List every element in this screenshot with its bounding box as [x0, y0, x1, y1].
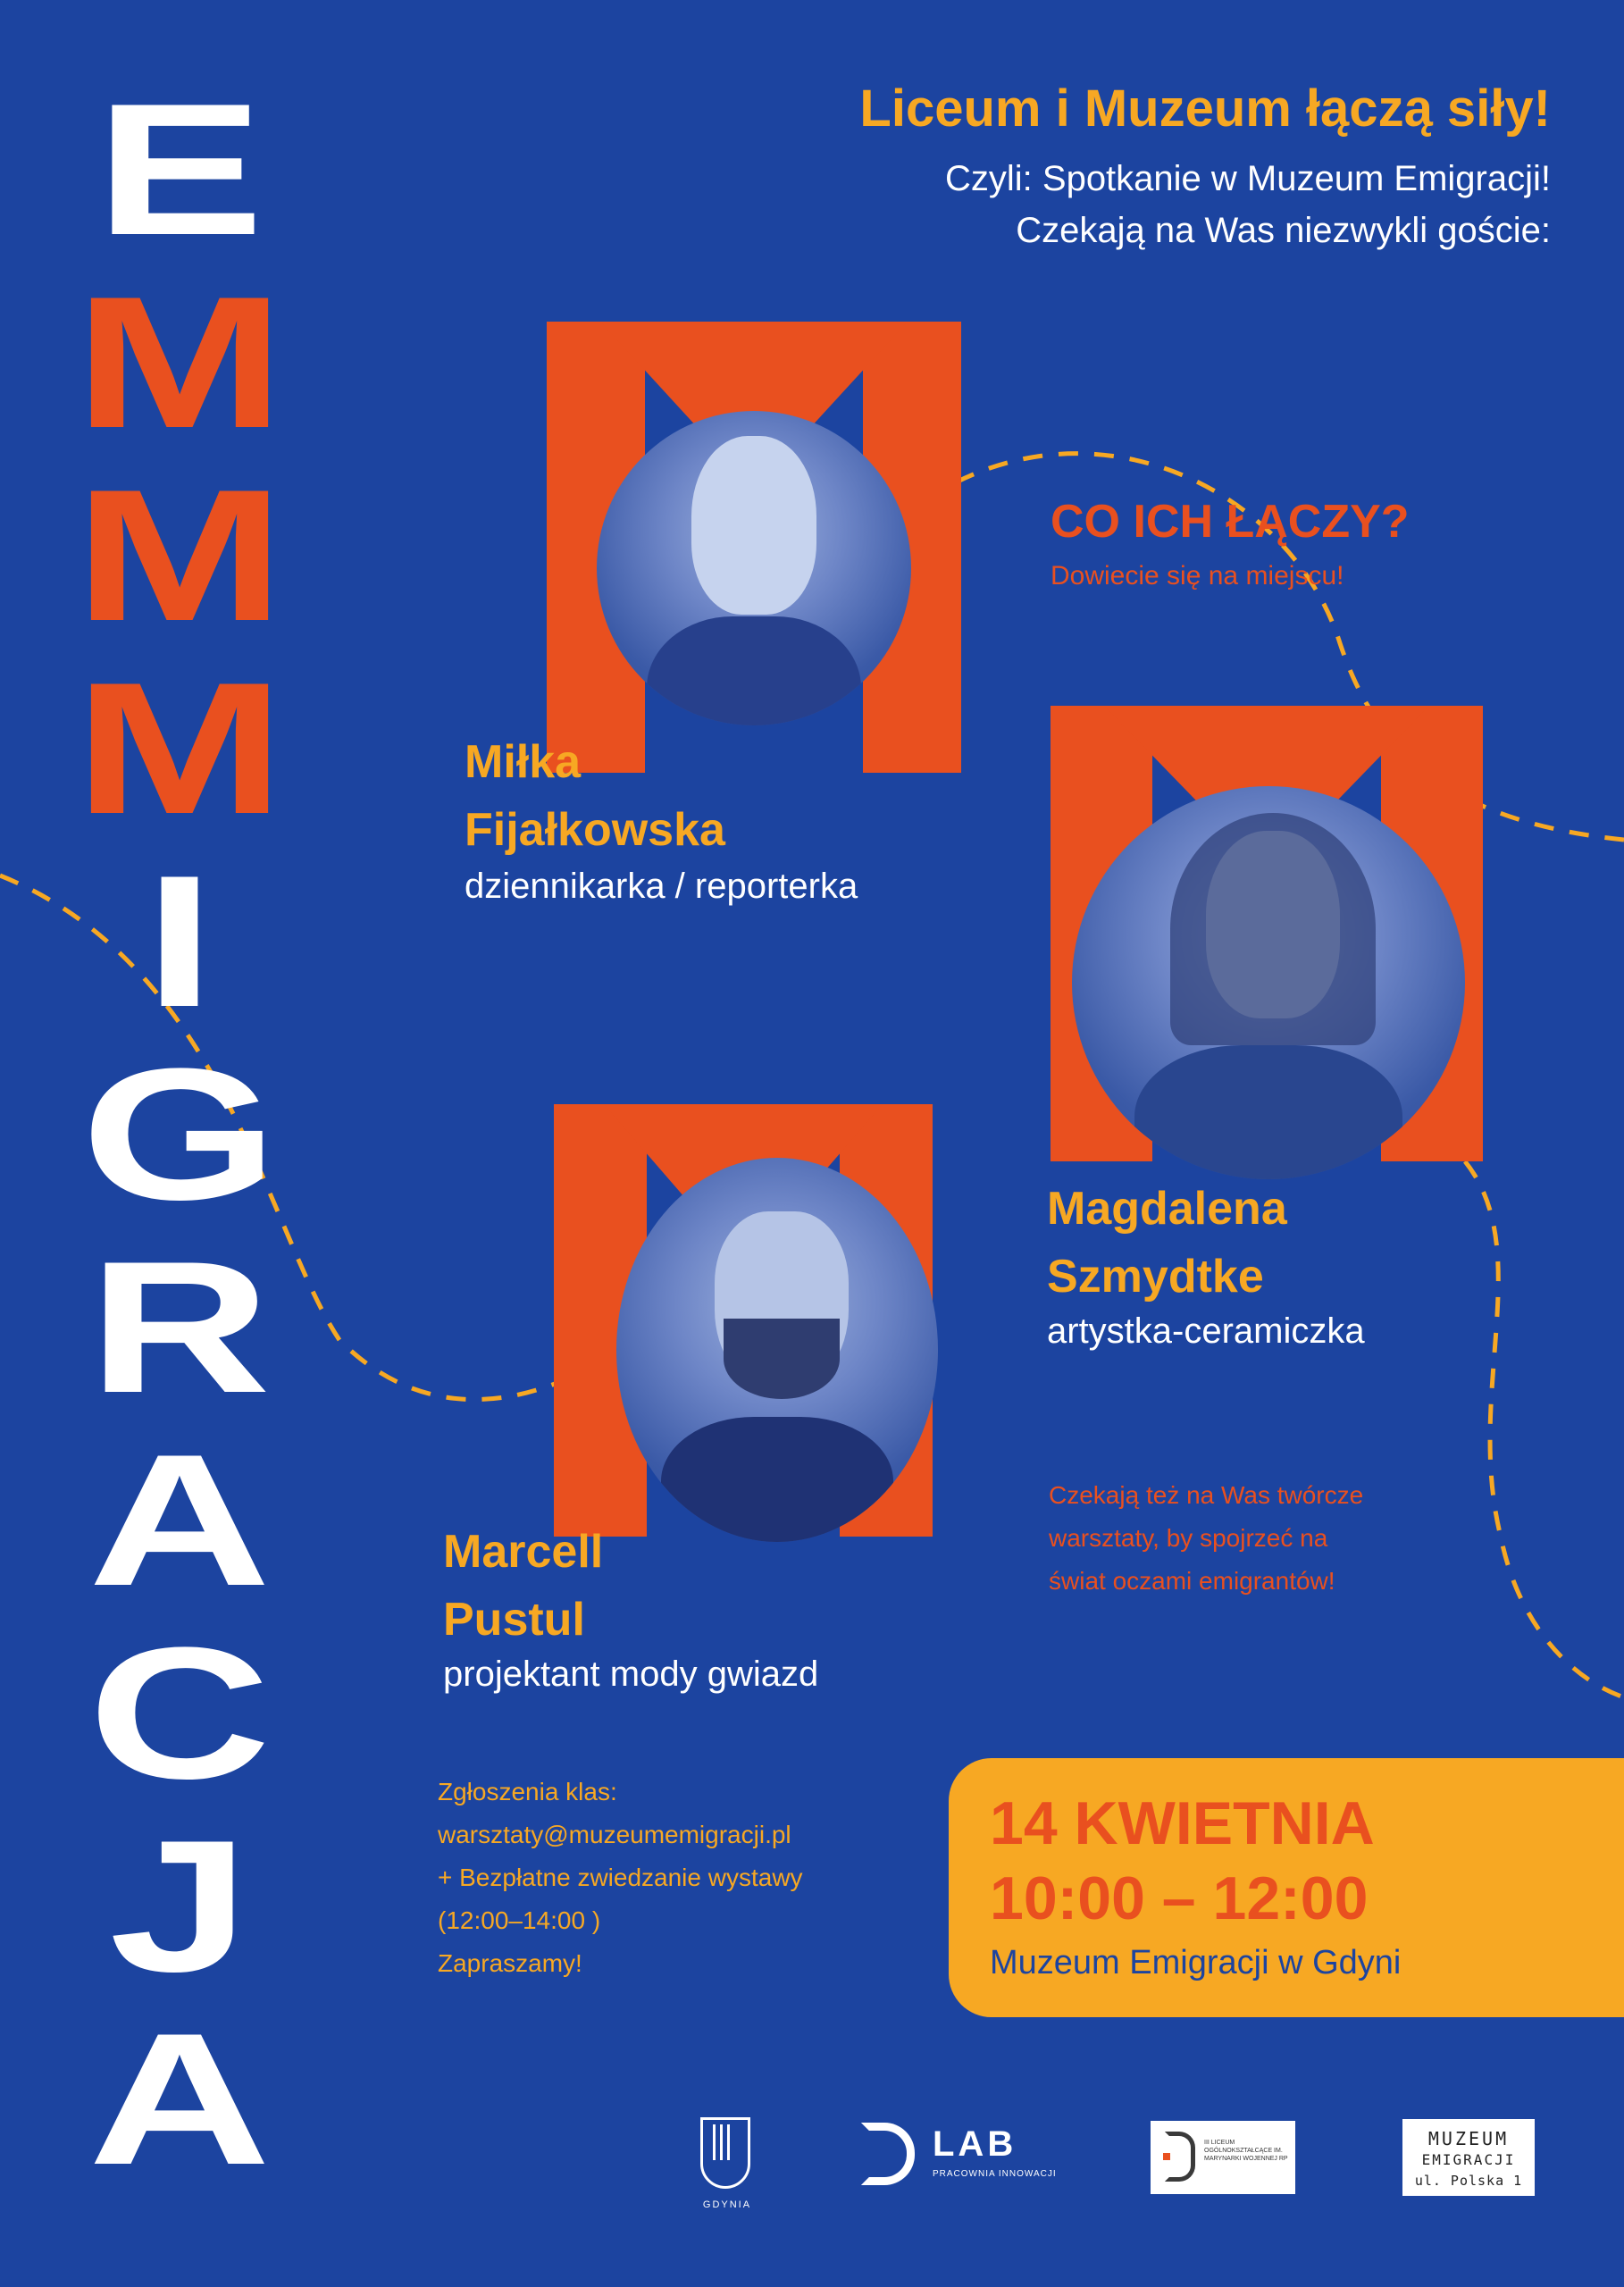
lo-caption: GDYNIA [702, 2199, 752, 2210]
workshops-text [1049, 1474, 1363, 1603]
guest-3-role: projektant mody gwiazd [443, 1655, 819, 1694]
question-title: CO ICH ŁĄCZY? [1051, 496, 1410, 548]
registration-line: Zapraszamy! [438, 1949, 582, 1977]
event-place: Muzeum Emigracji w Gdyni [990, 1944, 1402, 1981]
school-logo [1151, 2121, 1295, 2194]
guest-3-first-name: Marcell [443, 1526, 604, 1578]
workshops-line: świat oczami emigrantów! [1049, 1567, 1335, 1595]
museum-logo [1401, 2117, 1536, 2198]
registration-line: + Bezpłatne zwiedzanie wystawy [438, 1864, 803, 1891]
event-date: 14 KWIETNIA [990, 1789, 1375, 1857]
guest-1-role: dziennikarka / reporterka [465, 867, 858, 906]
vertical-title [73, 64, 286, 2204]
title-letter: A [88, 1415, 272, 1625]
lab-title: LAB [933, 2124, 1017, 2164]
guest-1-photo [597, 411, 911, 725]
guest-1-first-name: Miłka [465, 736, 582, 788]
guest-2-photo [1072, 786, 1465, 1179]
museum-logo-line3: ul. Polska 1 [1414, 2173, 1523, 2189]
subheadline-2: Czekają na Was niezwykli goście: [1016, 211, 1551, 250]
title-letter: A [88, 1994, 272, 2204]
museum-logo-line1: MUZEUM [1427, 2128, 1510, 2149]
lab-subtitle: PRACOWNIA INNOWACJI [933, 2169, 1057, 2179]
registration-line: (12:00–14:00 ) [438, 1906, 601, 1934]
guest-1-last-name: Fijałkowska [465, 804, 725, 856]
title-letter: J [109, 1801, 250, 2011]
museum-logo-line2: EMIGRACJI [1421, 2151, 1516, 2168]
question-subtitle: Dowiecie się na miejscu! [1051, 561, 1344, 591]
school-logo-text: III LICEUM OGÓLNOKSZTAŁCĄCE IM. MARYNARKI WOJENNEJ RP [1204, 2140, 1288, 2162]
workshops-line: Czekają też na Was twórcze [1049, 1481, 1364, 1509]
guest-3-photo [616, 1158, 938, 1542]
lab-logo [861, 2123, 1058, 2194]
event-time: 10:00 – 12:00 [990, 1864, 1369, 1932]
registration-info [438, 1771, 803, 1985]
guest-2-role: artystka-ceramiczka [1047, 1311, 1365, 1351]
event-date-box [949, 1758, 1624, 2017]
registration-email[interactable]: warsztaty@muzeumemigracji.pl [438, 1821, 791, 1848]
title-letter: M [73, 450, 286, 660]
title-letter: I [144, 836, 215, 1046]
guest-2-last-name: Szmydtke [1047, 1251, 1264, 1303]
title-letter: C [88, 1608, 272, 1818]
title-letter: E [95, 64, 264, 274]
registration-line: Zgłoszenia klas: [438, 1778, 617, 1805]
guest-3-last-name: Pustul [443, 1594, 585, 1646]
title-letter: M [73, 643, 286, 853]
guest-2-first-name: Magdalena [1047, 1183, 1287, 1235]
workshops-line: warsztaty, by spojrzeć na [1049, 1524, 1328, 1552]
title-letter: G [80, 1029, 279, 1239]
lo-gdynia-logo [700, 2117, 754, 2224]
headline: Liceum i Muzeum łączą siły! [859, 80, 1551, 138]
subheadline-1: Czyli: Spotkanie w Muzeum Emigracji! [945, 159, 1551, 198]
title-letter: R [88, 1222, 272, 1432]
title-letter: M [73, 257, 286, 467]
